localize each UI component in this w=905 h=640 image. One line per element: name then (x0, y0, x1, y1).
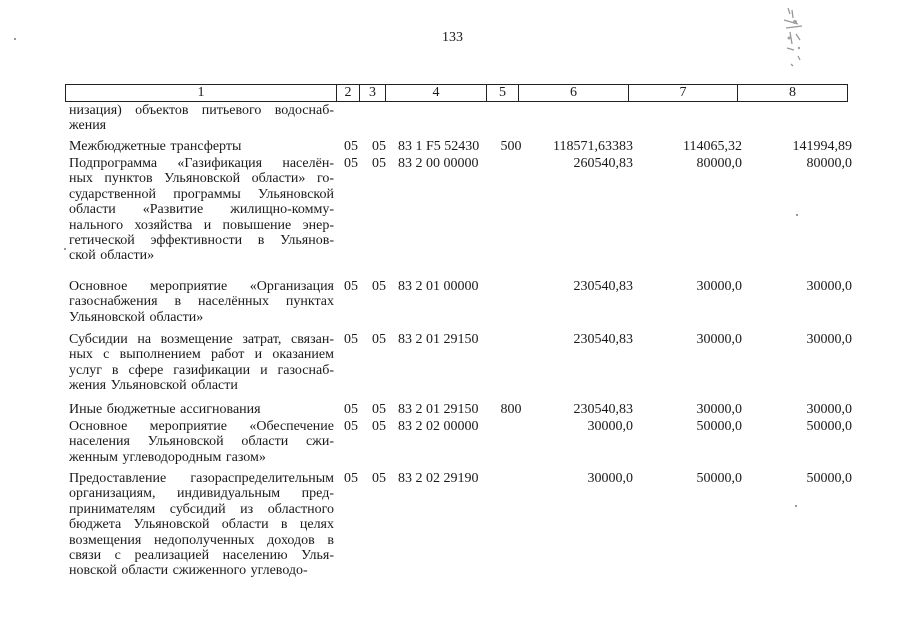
cell-amount-3: 30000,0 (806, 279, 852, 294)
cell-amount-3: 50000,0 (806, 419, 852, 434)
description-line: связи с реализацией населению Улья- (69, 548, 334, 564)
description-line: Подпрограмма «Газификация населён- (69, 156, 334, 171)
cell-amount-2: 30000,0 (696, 279, 742, 294)
cell-target-code: 83 2 00 00000 (398, 156, 479, 171)
cell-amount-1: 230540,83 (573, 332, 633, 347)
cell-amount-1: 260540,83 (573, 156, 633, 171)
row-description (69, 419, 334, 465)
description-line: Ульяновской области» (69, 309, 204, 325)
scan-speck (796, 214, 798, 216)
description-line: Предоставление газораспределительным (69, 471, 334, 486)
cell-target-code: 83 2 01 29150 (398, 332, 479, 347)
scan-speck (795, 505, 797, 507)
cell-target-code: 83 1 F5 52430 (398, 139, 480, 154)
column-header: 5 (487, 85, 519, 102)
description-line: ской области» (69, 248, 155, 264)
description-line: организациям, индивидуальным пред- (69, 486, 334, 502)
cell-subsection: 05 (372, 332, 386, 347)
cell-amount-2: 80000,0 (696, 156, 742, 171)
description-line: газоснабжения в населённых пунктах (69, 294, 334, 310)
description-line: населения Ульяновской области сжи- (69, 434, 334, 450)
cell-target-code: 83 2 02 29190 (398, 471, 479, 486)
description-line: ных пунктов Ульяновской области» го- (69, 171, 334, 187)
description-line: Основное мероприятие «Организация (69, 279, 334, 294)
cell-amount-2: 114065,32 (683, 139, 742, 154)
row-description (69, 103, 334, 134)
cell-amount-3: 80000,0 (806, 156, 852, 171)
cell-amount-3: 30000,0 (806, 332, 852, 347)
description-line: Основное мероприятие «Обеспечение (69, 419, 334, 434)
cell-amount-1: 118571,63383 (553, 139, 633, 154)
column-header: 3 (360, 85, 386, 102)
row-description (69, 471, 334, 579)
description-line: сударственной программы Ульяновской (69, 186, 334, 202)
description-line: нального хозяйства и повышение энер- (69, 217, 334, 233)
page-number: 133 (442, 30, 463, 45)
cell-amount-2: 50000,0 (696, 471, 742, 486)
cell-amount-3: 50000,0 (806, 471, 852, 486)
scan-speck (64, 248, 66, 250)
cell-amount-2: 50000,0 (696, 419, 742, 434)
cell-amount-3: 141994,89 (792, 139, 852, 154)
cell-subsection: 05 (372, 402, 386, 417)
cell-section: 05 (344, 139, 358, 154)
column-header: 8 (738, 85, 848, 102)
description-line: новской области сжиженного углеводо- (69, 563, 308, 579)
cell-section: 05 (344, 332, 358, 347)
cell-subsection: 05 (372, 139, 386, 154)
column-header: 1 (66, 85, 337, 102)
cell-target-code: 83 2 01 29150 (398, 402, 479, 417)
cell-section: 05 (344, 156, 358, 171)
stamp-mark-icon (778, 4, 810, 74)
cell-expense-type: 500 (500, 139, 522, 154)
cell-amount-1: 30000,0 (587, 471, 633, 486)
description-line: низация) объектов питьевого водоснаб- (69, 103, 334, 118)
cell-subsection: 05 (372, 279, 386, 294)
cell-section: 05 (344, 279, 358, 294)
row-description (69, 156, 334, 264)
description-line: ных с выполнением работ и оказанием (69, 347, 334, 363)
cell-amount-2: 30000,0 (696, 402, 742, 417)
column-header-table (65, 84, 848, 102)
row-description (69, 139, 334, 154)
cell-amount-1: 30000,0 (587, 419, 633, 434)
cell-amount-1: 230540,83 (573, 279, 633, 294)
cell-subsection: 05 (372, 156, 386, 171)
cell-subsection: 05 (372, 471, 386, 486)
row-description (69, 279, 334, 325)
cell-target-code: 83 2 02 00000 (398, 419, 479, 434)
cell-section: 05 (344, 419, 358, 434)
description-line: принимателям субсидий из областного (69, 501, 334, 517)
description-line: области «Развитие жилищно-комму- (69, 202, 334, 218)
cell-section: 05 (344, 402, 358, 417)
description-line: Субсидии на возмещение затрат, связан- (69, 332, 334, 347)
scan-speck (14, 38, 16, 40)
column-header: 7 (629, 85, 738, 102)
description-line: гетической эффективности в Ульянов- (69, 233, 334, 249)
description-line: Иные бюджетные ассигнования (69, 402, 261, 417)
column-header: 2 (337, 85, 360, 102)
column-header: 6 (519, 85, 629, 102)
description-line: жения (69, 118, 107, 134)
description-line: женным углеводородным газом» (69, 449, 266, 465)
cell-subsection: 05 (372, 419, 386, 434)
row-description (69, 402, 334, 417)
cell-amount-2: 30000,0 (696, 332, 742, 347)
description-line: жения Ульяновской области (69, 378, 238, 394)
cell-expense-type: 800 (500, 402, 522, 417)
row-description (69, 332, 334, 394)
column-header: 4 (386, 85, 487, 102)
cell-amount-3: 30000,0 (806, 402, 852, 417)
cell-amount-1: 230540,83 (573, 402, 633, 417)
cell-section: 05 (344, 471, 358, 486)
description-line: бюджета Ульяновской области в целях (69, 517, 334, 533)
cell-target-code: 83 2 01 00000 (398, 279, 479, 294)
description-line: возмещения недополученных доходов в (69, 532, 334, 548)
description-line: Межбюджетные трансферты (69, 139, 242, 154)
description-line: услуг в сфере газификации и газоснаб- (69, 362, 334, 378)
